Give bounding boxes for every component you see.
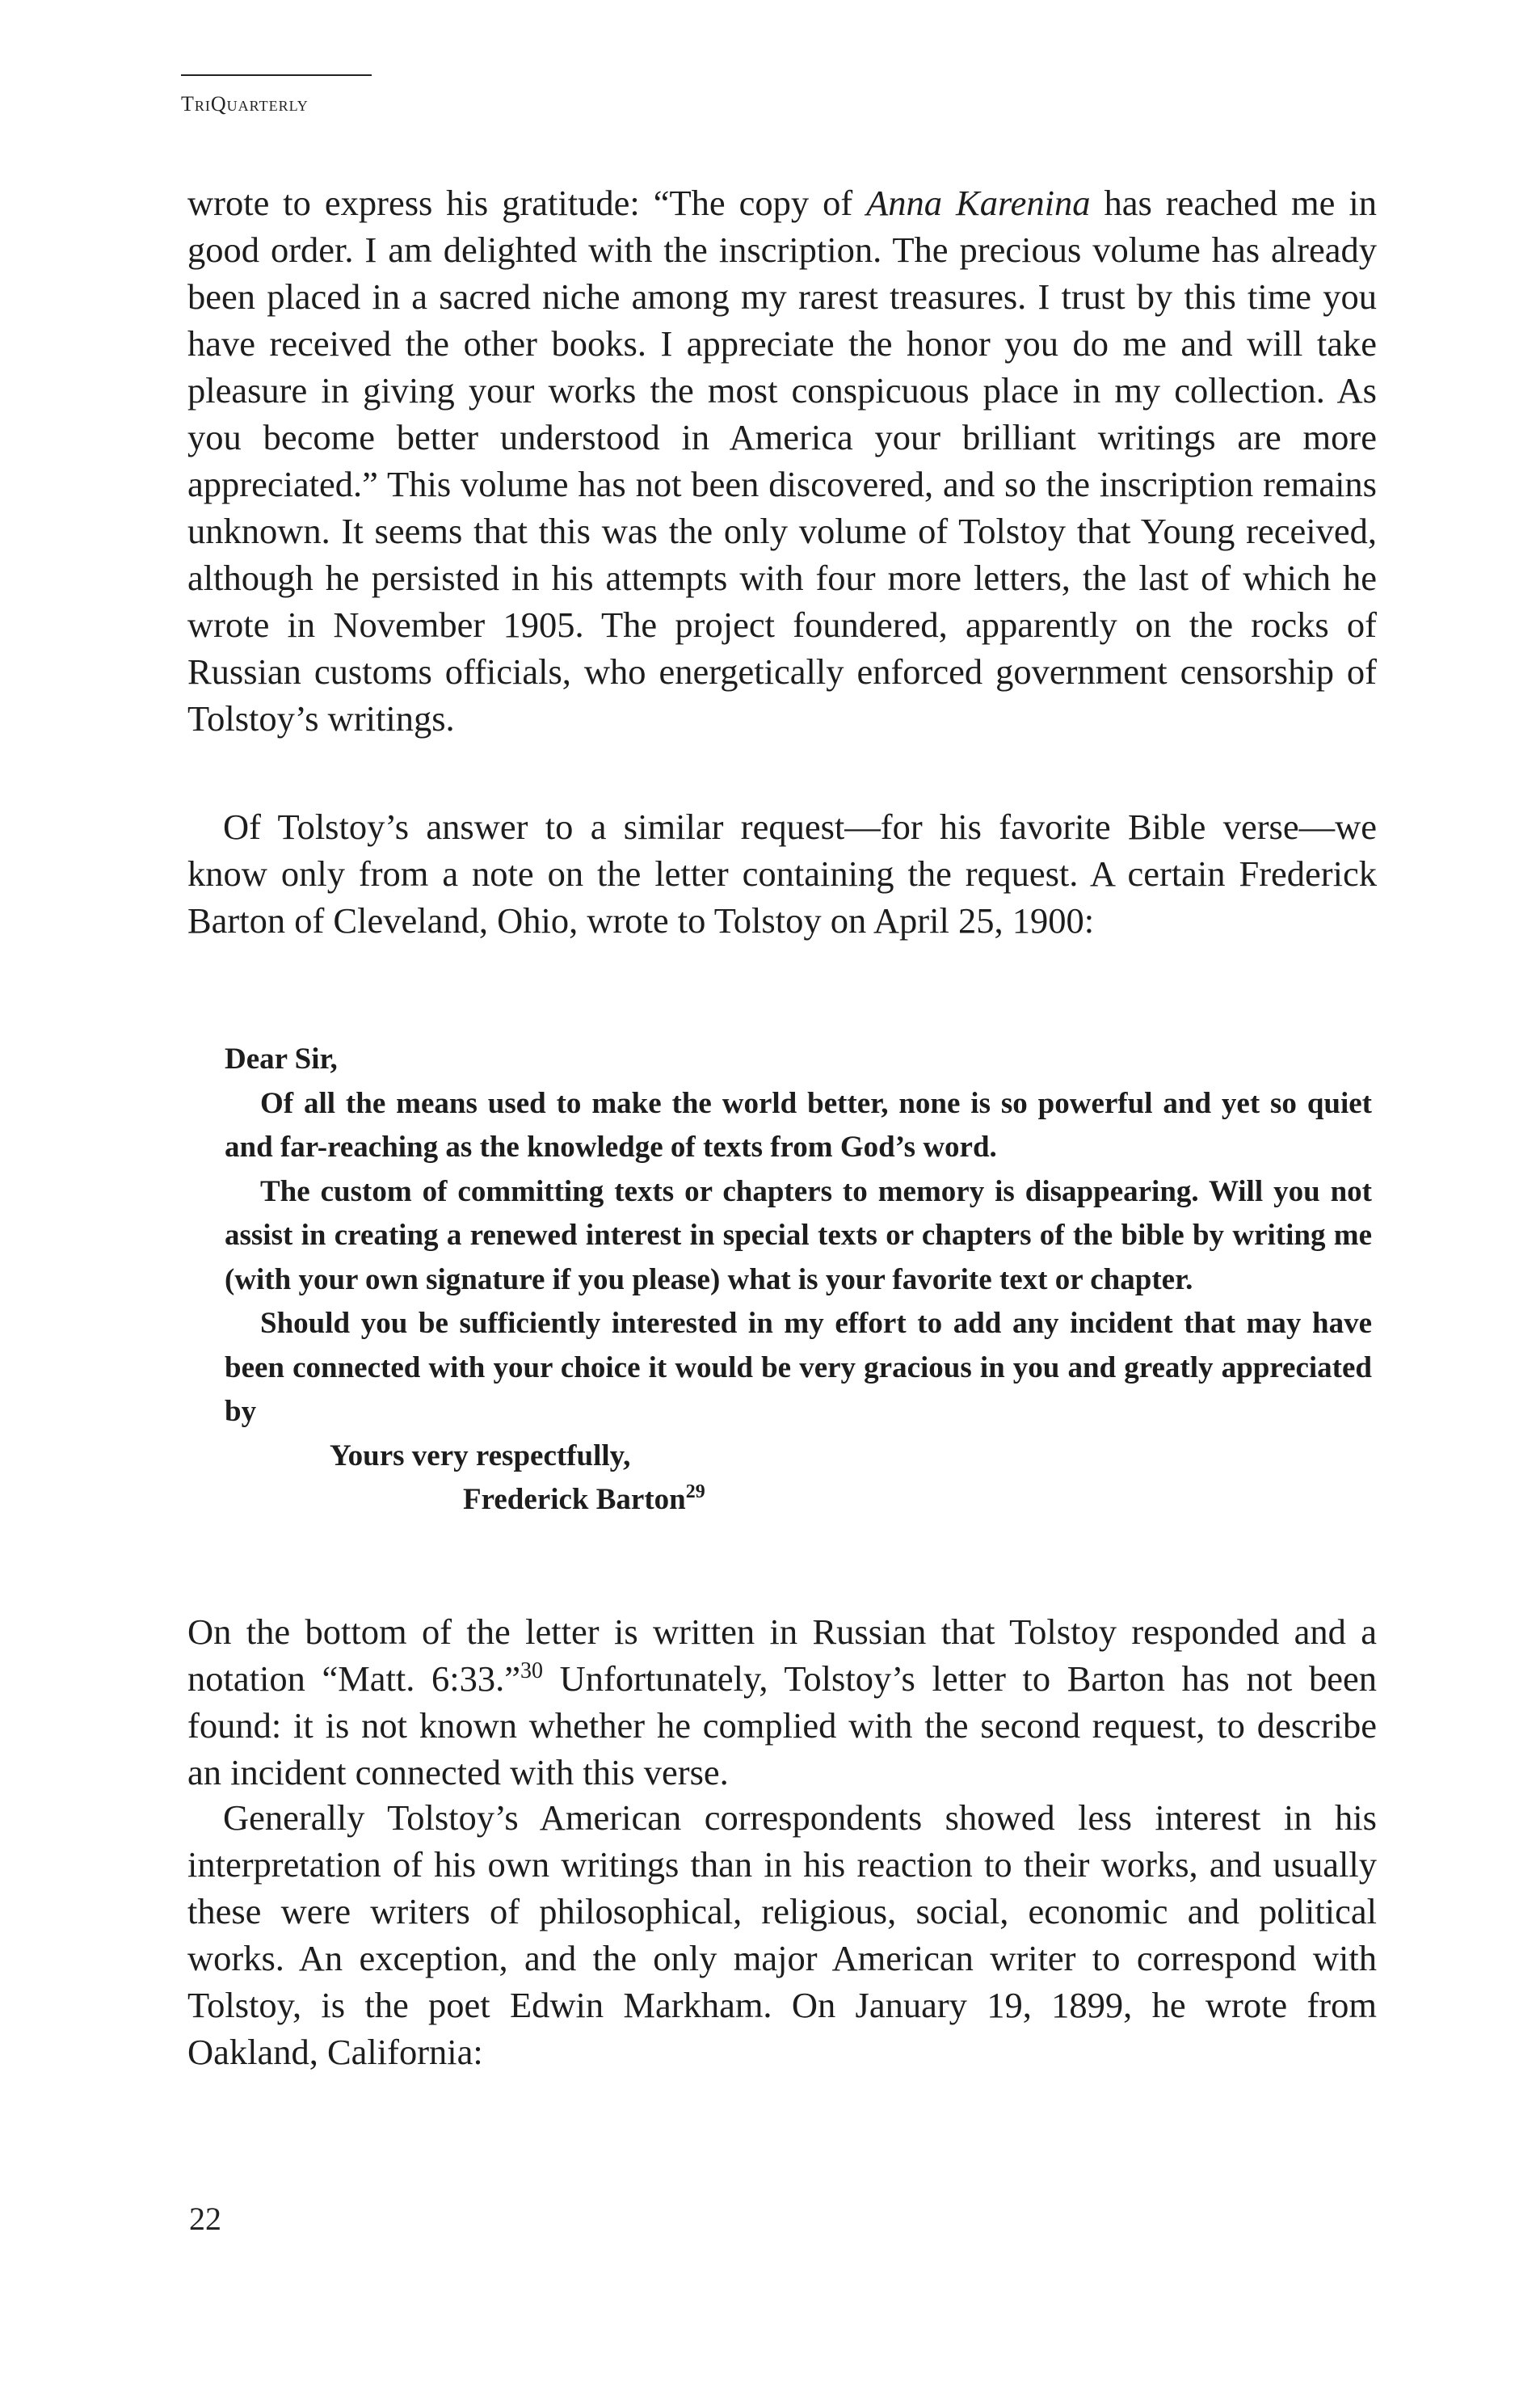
paragraph-tolstoy-response-text-b: Unfortunately, Tolstoy’s letter to Barton has not been found: it is not known whether he complied with the second request, to describe an incident connected with this verse. [187,1658,1377,1792]
letter-signature-name: Frederick Barton [463,1483,686,1516]
paragraph-bible-verse-request: Of Tolstoy’s answer to a similar request—for his favorite Bible verse—we know only from a note on the letter containing the request. A certain Frederick Barton of Cleveland, Ohio, wrote to Tolstoy on April 25, 1900: [187,807,1377,941]
paragraph-gratitude [187,179,1377,742]
letter-salutation: Dear Sir, [225,1043,338,1076]
paragraph-gratitude-text-b: has reached me in good order. I am delighted with the inscription. The precious volume has already been placed in a sacred niche among my rarest treasures. I trust by this time you have received the other books. I appreciate the honor you do me and will take pleasure in giving your works the most conspicuous place in my collection. As you become better understood in America your brilliant writings are more appreciated.” This volume has not been discovered, and so the inscription remains unknown. It seems that this was the only volume of Tolstoy that Young received, although he persisted in his attempts with four more letters, the last of which he wrote in November 1905. The project foundered, apparently on the rocks of Russian customs officials, who energetically enforced government censorship of Tolstoy’s writings. [187,183,1378,739]
footnote-marker-30: 30 [520,1658,544,1683]
running-head: TriQuarterly [181,74,372,116]
letter-paragraph-2: The custom of committing texts or chapters to memory is disappearing. Will you not assist in creating a renewed interest in special texts or chapters of the bible by writing me (with your own signature if you please) what is your favorite text or chapter. [225,1174,1372,1296]
paragraph-tolstoy-response [187,1608,1377,1796]
paragraph-gratitude-text-a: wrote to express his gratitude: “The copy of [187,183,867,223]
barton-letter-quote [225,1038,1372,1523]
book-title-anna-karenina: Anna Karenina [866,183,1091,223]
paragraph-tolstoy-response-text-a: On the bottom of the letter is written in Russian that Tolstoy responded and a notation “Matt. 6:33.” [187,1611,1377,1699]
footnote-marker-29: 29 [685,1481,705,1502]
letter-paragraph-3: Should you be sufficiently interested in my effort to add any incident that may have been connected with your choice it would be very gracious in you and greatly appreciated by [225,1307,1372,1428]
paragraph-american-correspondents: Generally Tolstoy’s American correspondents showed less interest in his interpretation of his own writings than in his reaction to their works, and usually these were writers of philosophical, religious, social, economic and political works. An exception, and the only major American writer to correspond with Tolstoy, is the poet Edwin Markham. On January 19, 1899, he wrote from Oakland, California: [187,1797,1377,2072]
letter-signature [225,1478,1372,1523]
letter-paragraph-1: Of all the means used to make the world better, none is so powerful and yet so quiet and far-reaching as the knowledge of texts from God’s word. [225,1086,1372,1164]
letter-closing: Yours very respectfully, [330,1438,631,1472]
page-number: 22 [189,2201,221,2237]
